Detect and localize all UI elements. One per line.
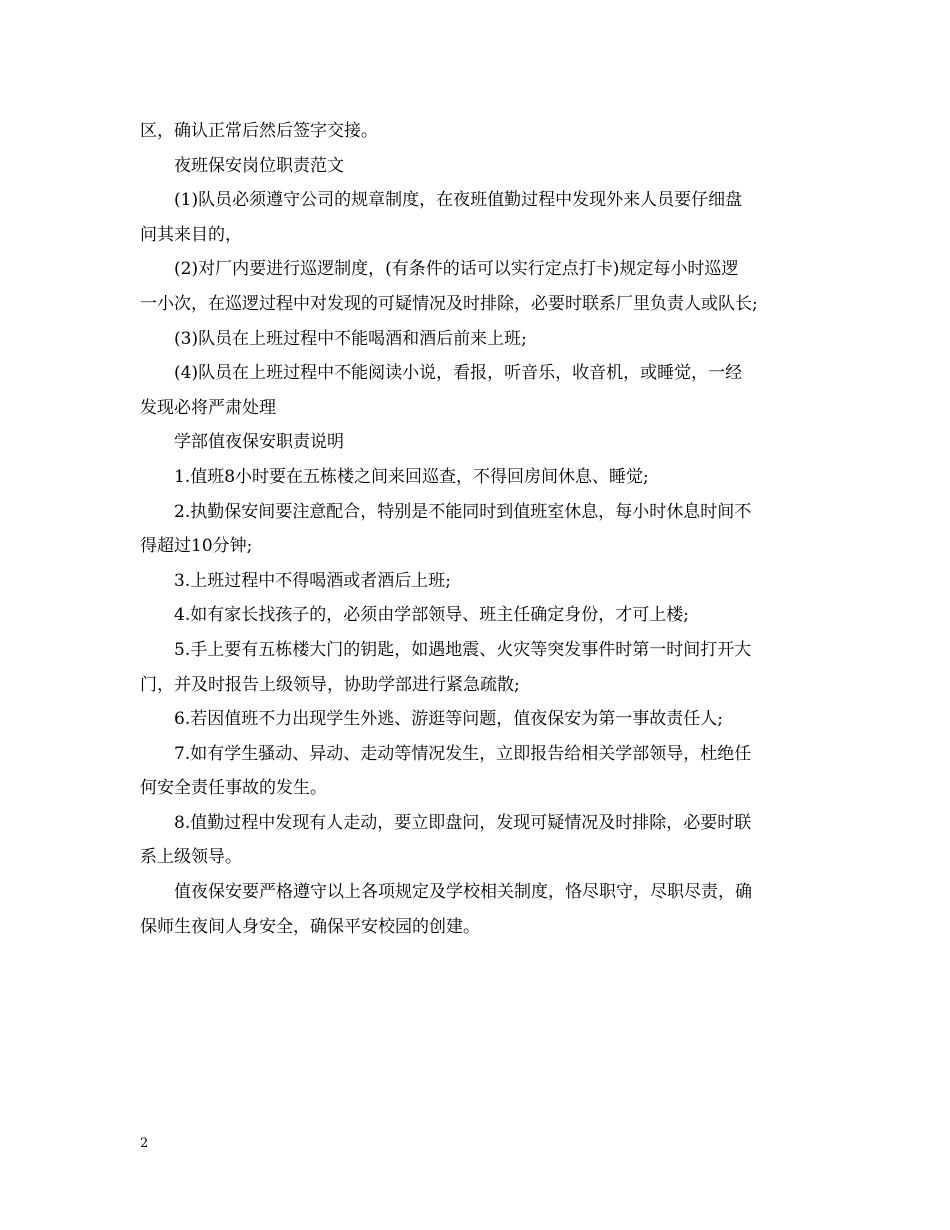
text-line: 何安全责任事故的发生。 bbox=[140, 778, 327, 799]
text-line: 7.如有学生骚动、异动、走动等情况发生，立即报告给相关学部领导，杜绝任 bbox=[174, 743, 752, 764]
text-line: (2)对厂内要进行巡逻制度，(有条件的话可以实行定点打卡)规定每小时巡逻 bbox=[174, 259, 739, 280]
text-line: 一小次，在巡逻过程中对发现的可疑情况及时排除，必要时联系厂里负责人或队长; bbox=[140, 293, 758, 314]
text-line: 夜班保安岗位职责范文 bbox=[174, 155, 344, 176]
text-line: 3.上班过程中不得喝酒或者酒后上班; bbox=[174, 570, 451, 591]
text-line: 值夜保安要严格遵守以上各项规定及学校相关制度，恪尽职守，尽职尽责，确 bbox=[174, 882, 752, 903]
text-line: (4)队员在上班过程中不能阅读小说，看报，听音乐，收音机，或睡觉，一经 bbox=[174, 363, 743, 384]
text-line: 2.执勤保安间要注意配合，特别是不能同时到值班室休息，每小时休息时间不 bbox=[174, 501, 752, 522]
text-line: 5.手上要有五栋楼大门的钥匙，如遇地震、火灾等突发事件时第一时间打开大 bbox=[174, 639, 752, 660]
text-line: 得超过10分钟; bbox=[140, 536, 253, 557]
text-line: 6.若因值班不力出现学生外逃、游逛等问题，值夜保安为第一事故责任人; bbox=[174, 709, 723, 730]
text-line: 发现必将严肃处理 bbox=[140, 397, 276, 418]
page-number: 2 bbox=[140, 1136, 149, 1151]
text-line: 保师生夜间人身安全，确保平安校园的创建。 bbox=[140, 916, 480, 937]
text-line: 系上级领导。 bbox=[140, 847, 242, 868]
text-line: 8.值勤过程中发现有人走动，要立即盘问，发现可疑情况及时排除，必要时联 bbox=[174, 812, 752, 833]
document-body bbox=[140, 114, 815, 944]
text-line: (3)队员在上班过程中不能喝酒和酒后前来上班; bbox=[174, 328, 527, 349]
text-line: 门，并及时报告上级领导，协助学部进行紧急疏散; bbox=[140, 674, 520, 695]
text-line: 4.如有家长找孩子的，必须由学部领导、班主任确定身份，才可上楼; bbox=[174, 605, 689, 626]
text-line: 区，确认正常后然后签字交接。 bbox=[140, 121, 378, 141]
text-line: 1.值班8小时要在五栋楼之间来回巡查，不得回房间休息、睡觉; bbox=[174, 466, 649, 487]
text-line: 学部值夜保安职责说明 bbox=[174, 432, 344, 453]
text-line: (1)队员必须遵守公司的规章制度，在夜班值勤过程中发现外来人员要仔细盘 bbox=[174, 190, 743, 211]
text-line: 问其来目的， bbox=[140, 224, 242, 245]
